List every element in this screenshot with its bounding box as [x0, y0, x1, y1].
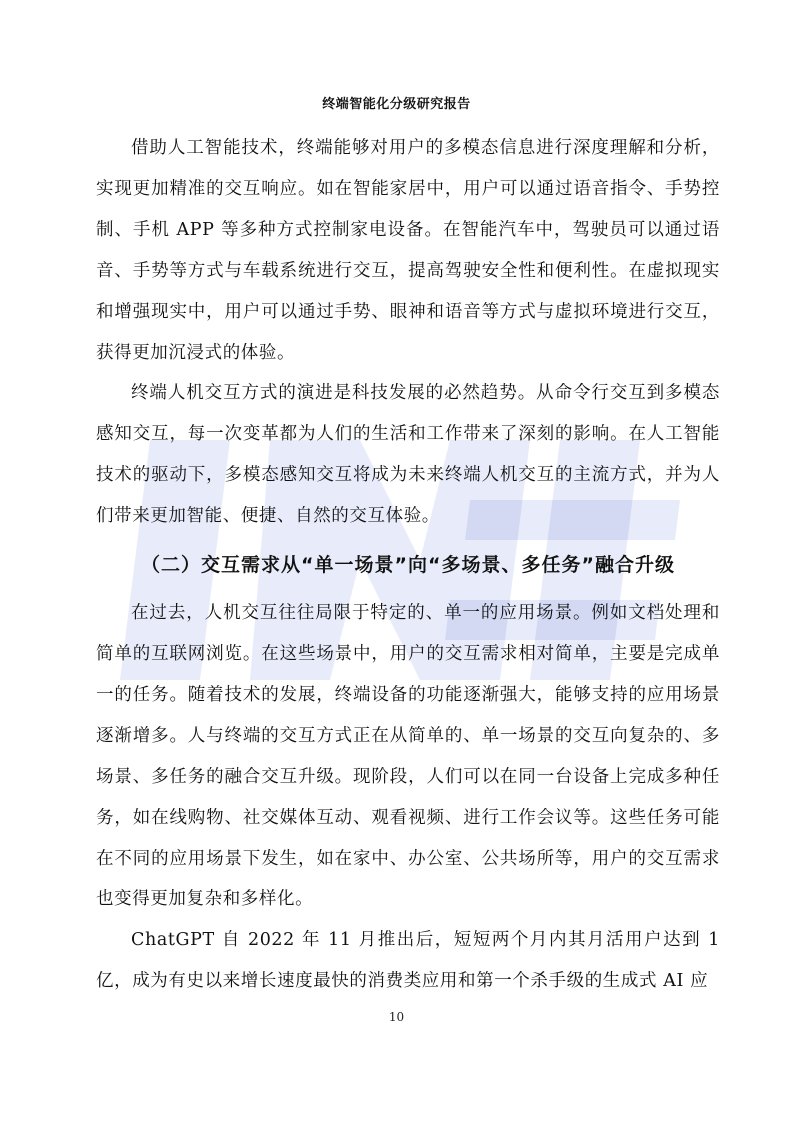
paragraph: 终端人机交互方式的演进是科技发展的必然趋势。从命令行交互到多模态感知交互，每一次变革都为人们的生活和工作带来了深刻的影响。在人工智能技术的驱动下，多模态感知交互将成为未来终端人机交互的主流方式，并为人们带来更加智能、便捷、自然的交互体验。	[96, 383, 720, 527]
paragraph: 借助人工智能技术，终端能够对用户的多模态信息进行深度理解和分析，实现更加精准的交互响应。如在智能家居中，用户可以通过语音指令、手势控制、手机 APP 等多种方式控制家电设备。在智能汽车中，驾驶员可以通过语音、手势等方式与车载系统进行交互，提高驾驶安全性和便利性。在虚拟现实和增强现实中，用户可以通过手势、眼神和语音等方式与虚拟环境进行交互，获得更加沉浸式的体验。	[96, 138, 720, 363]
paragraph: ChatGPT 自 2022 年 11 月推出后，短短两个月内其月活用户达到 1 亿，成为有史以来增长速度最快的消费类应用和第一个杀手级的生成式 AI 应	[96, 930, 720, 992]
section-heading: （二）交互需求从“单一场景”向“多场景、多任务”融合升级	[141, 554, 675, 577]
paragraph: 在过去，人机交互往往局限于特定的、单一的应用场景。例如文档处理和简单的互联网浏览。在这些场景中，用户的交互需求相对简单，主要是完成单一的任务。随着技术的发展，终端设备的功能逐渐强大，能够支持的应用场景逐渐增多。人与终端的交互方式正在从简单的、单一场景的交互向复杂的、多场景、多任务的融合交互升级。现阶段，人们可以在同一台设备上完成多种任务，如在线购物、社交媒体互动、观看视频、进行工作会议等。这些任务可能在不同的应用场景下发生，如在家中、办公室、公共场所等，用户的交互需求也变得更加复杂和多样化。	[96, 603, 720, 910]
document-body	[96, 128, 720, 1002]
page-number: 10	[388, 1010, 405, 1024]
running-header: 终端智能化分级研究报告	[322, 97, 471, 112]
